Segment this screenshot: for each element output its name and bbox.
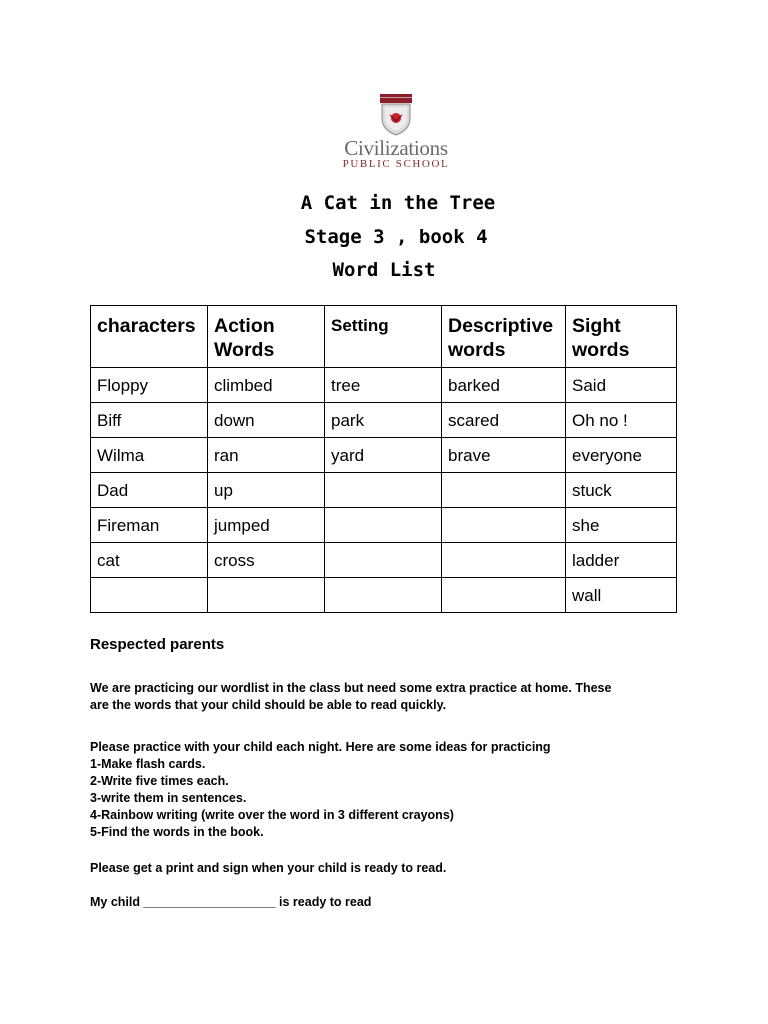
header-characters: characters <box>91 306 208 368</box>
table-row <box>91 438 677 473</box>
table-cell: cross <box>208 543 325 578</box>
intro-line: are the words that your child should be able to read quickly. <box>90 698 447 712</box>
letter-ideas <box>90 739 690 841</box>
table-cell: tree <box>325 368 442 403</box>
table-cell: jumped <box>208 508 325 543</box>
table-cell: Said <box>566 368 677 403</box>
table-cell: barked <box>442 368 566 403</box>
title-word-list: Word List <box>332 259 436 281</box>
table-cell <box>442 473 566 508</box>
title-stage: Stage 3 , book 4 <box>304 226 488 248</box>
table-row <box>91 368 677 403</box>
logo-school-subtitle: PUBLIC SCHOOL <box>342 158 450 170</box>
table-cell: down <box>208 403 325 438</box>
table-cell <box>325 578 442 613</box>
table-cell <box>91 578 208 613</box>
table-cell: ladder <box>566 543 677 578</box>
table-cell: ran <box>208 438 325 473</box>
word-list-table <box>90 305 677 613</box>
table-cell <box>325 543 442 578</box>
letter-intro <box>90 680 690 714</box>
header-setting: Setting <box>325 306 442 368</box>
table-cell: Wilma <box>91 438 208 473</box>
table-cell: Oh no ! <box>566 403 677 438</box>
table-row <box>91 508 677 543</box>
table-row <box>91 473 677 508</box>
table-header-row <box>91 306 677 368</box>
table-cell <box>325 508 442 543</box>
table-row <box>91 543 677 578</box>
table-cell: everyone <box>566 438 677 473</box>
intro-line: We are practicing our wordlist in the class but need some extra practice at home. These <box>90 681 612 695</box>
letter-sign-line: Please get a print and sign when your child is ready to read. <box>90 861 447 875</box>
ideas-line: 2-Write five times each. <box>90 774 229 788</box>
crest-icon <box>376 94 416 136</box>
table-cell: cat <box>91 543 208 578</box>
table-cell: she <box>566 508 677 543</box>
table-cell: wall <box>566 578 677 613</box>
table-cell: Biff <box>91 403 208 438</box>
table-cell: Fireman <box>91 508 208 543</box>
table-cell <box>208 578 325 613</box>
ideas-line: 3-write them in sentences. <box>90 791 247 805</box>
table-row <box>91 578 677 613</box>
table-cell <box>442 578 566 613</box>
table-row <box>91 403 677 438</box>
table-cell: yard <box>325 438 442 473</box>
table-cell: Dad <box>91 473 208 508</box>
table-cell <box>325 473 442 508</box>
header-descriptive-words: Descriptive words <box>442 306 566 368</box>
letter-greeting: Respected parents <box>90 636 225 653</box>
table-cell: climbed <box>208 368 325 403</box>
table-cell: scared <box>442 403 566 438</box>
table-cell: stuck <box>566 473 677 508</box>
title-story: A Cat in the Tree <box>300 192 496 214</box>
ideas-line: 4-Rainbow writing (write over the word in 3 different crayons) <box>90 808 454 822</box>
header-sight-words: Sight words <box>566 306 677 368</box>
table-cell: park <box>325 403 442 438</box>
header-action-words: Action Words <box>208 306 325 368</box>
ideas-line: 5-Find the words in the book. <box>90 825 264 839</box>
school-logo <box>340 94 452 176</box>
table-cell: Floppy <box>91 368 208 403</box>
table-cell <box>442 543 566 578</box>
logo-school-name: Civilizations <box>344 136 448 160</box>
table-cell: up <box>208 473 325 508</box>
ideas-line: Please practice with your child each night. Here are some ideas for practicing <box>90 740 551 754</box>
table-cell: brave <box>442 438 566 473</box>
ideas-line: 1-Make flash cards. <box>90 757 206 771</box>
letter-child-line: My child ___________________ is ready to read <box>90 895 372 909</box>
table-cell <box>442 508 566 543</box>
